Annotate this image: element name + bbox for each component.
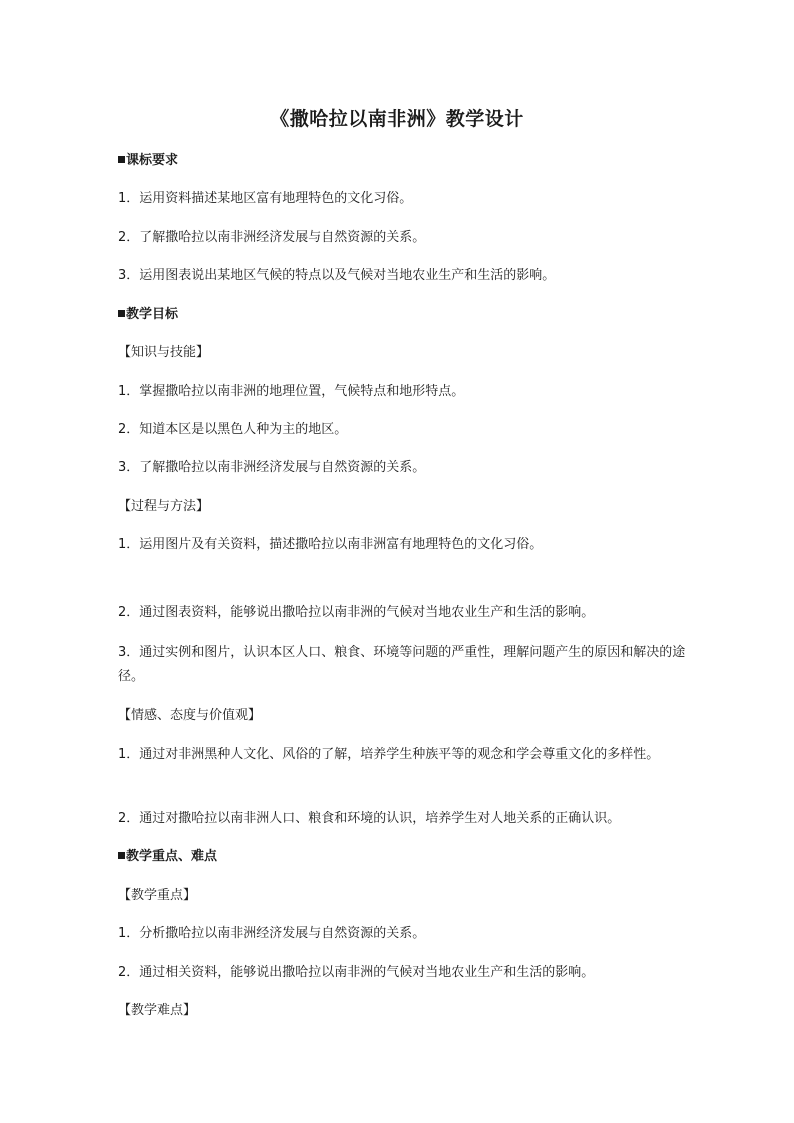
subsection-label-values: 【情感、态度与价值观】	[118, 708, 262, 723]
section-heading-standards	[118, 148, 698, 174]
list-item: 1．运用图片及有关资料，描述撒哈拉以南非洲富有地理特色的文化习俗。	[118, 537, 543, 552]
subsection-label-difficulty: 【教学难点】	[118, 1003, 197, 1018]
list-item: 2．通过图表资料，能够说出撒哈拉以南非洲的气候对当地农业生产和生活的影响。	[118, 605, 595, 620]
list-item: 2．通过对撒哈拉以南非洲人口、粮食和环境的认识，培养学生对人地关系的正确认识。	[118, 811, 621, 826]
subsection-label-process: 【过程与方法】	[118, 499, 210, 514]
section-heading-key-points	[118, 844, 698, 870]
list-item: 2．知道本区是以黑色人种为主的地区。	[118, 422, 348, 437]
page-title: 《撒哈拉以南非洲》教学设计	[270, 108, 524, 130]
list-item: 1．通过对非洲黑种人文化、风俗的了解，培养学生种族平等的观念和学会尊重文化的多样性。	[118, 747, 660, 762]
list-item: 1．运用资料描述某地区富有地理特色的文化习俗。	[118, 191, 413, 206]
subsection-label-knowledge: 【知识与技能】	[118, 345, 210, 360]
section-heading-text: 教学目标	[126, 307, 179, 322]
square-bullet-icon	[118, 852, 125, 859]
list-item: 2．通过相关资料，能够说出撒哈拉以南非洲的气候对当地农业生产和生活的影响。	[118, 965, 595, 980]
list-item: 3．通过实例和图片，认识本区人口、粮食、环境等问题的严重性，理解问题产生的原因和解决的途径。	[118, 645, 686, 684]
section-heading-objectives	[118, 302, 698, 328]
list-item: 3．了解撒哈拉以南非洲经济发展与自然资源的关系。	[118, 460, 426, 475]
subsection-label-focus: 【教学重点】	[118, 888, 197, 903]
section-heading-text: 课标要求	[126, 153, 179, 168]
list-item: 1．分析撒哈拉以南非洲经济发展与自然资源的关系。	[118, 926, 426, 941]
list-item: 3．运用图表说出某地区气候的特点以及气候对当地农业生产和生活的影响。	[118, 268, 556, 283]
square-bullet-icon	[118, 156, 125, 163]
list-item: 2．了解撒哈拉以南非洲经济发展与自然资源的关系。	[118, 230, 426, 245]
list-item: 1．掌握撒哈拉以南非洲的地理位置，气候特点和地形特点。	[118, 384, 465, 399]
section-heading-text: 教学重点、难点	[126, 849, 218, 864]
square-bullet-icon	[118, 310, 125, 317]
